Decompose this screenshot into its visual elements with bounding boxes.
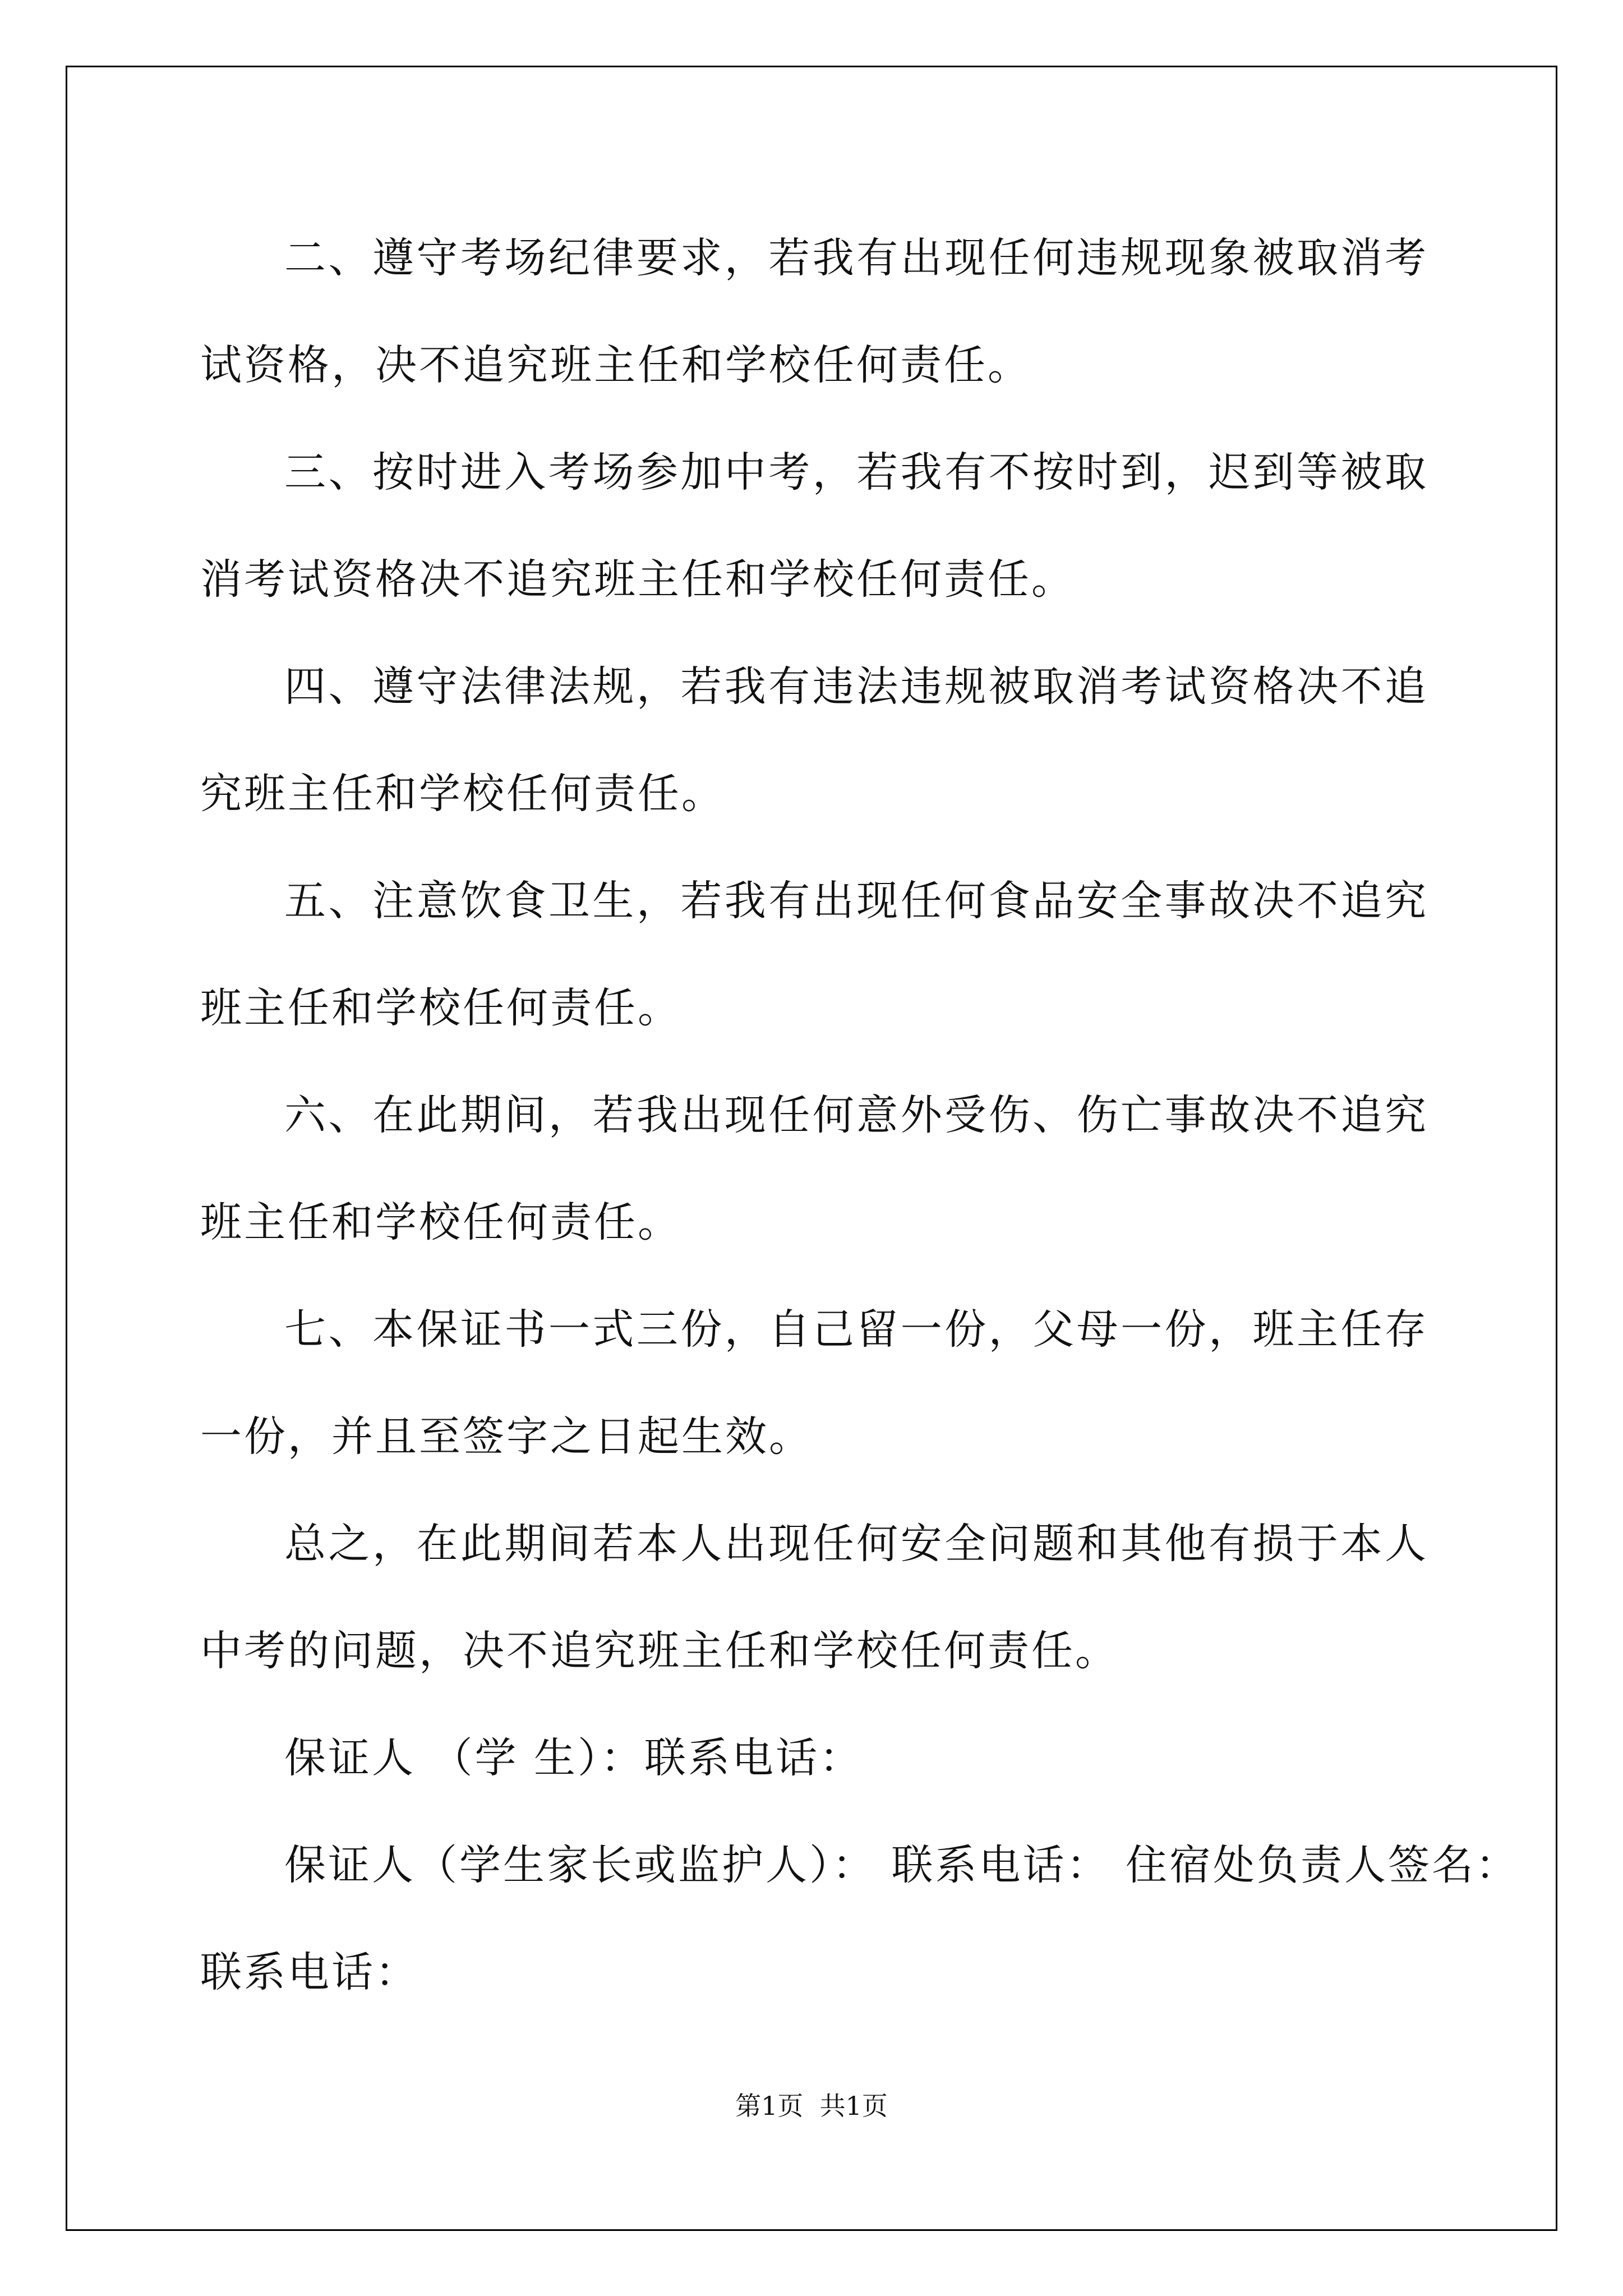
paragraph-summary: 总之，在此期间若本人出现任何安全问题和其他有损于本人中考的问题，决不追究班主任和学校任何责任。 <box>200 1520 1428 1675</box>
signature-parent-line: 保证人（学生家长或监护人）： 联系电话： 住宿处负责人签名： <box>284 1841 1520 1889</box>
signature-parent-block <box>200 1812 1520 2026</box>
paragraph-7: 七、本保证书一式三份，自己留一份，父母一份，班主任存一份，并且至签字之日起生效。 <box>200 1305 1428 1461</box>
paragraph-2: 二、遵守考场纪律要求，若我有出现任何违规现象被取消考试资格，决不追究班主任和学校任何责任。 <box>200 234 1428 389</box>
paragraph-6: 六、在此期间，若我出现任何意外受伤、伤亡事故决不追究班主任和学校任何责任。 <box>200 1091 1428 1246</box>
document-body <box>200 205 1520 2026</box>
paragraph-4: 四、遵守法律法规，若我有违法违规被取消考试资格决不追究班主任和学校任何责任。 <box>200 662 1428 818</box>
paragraph-3: 三、按时进入考场参加中考，若我有不按时到，迟到等被取消考试资格决不追究班主任和学校任何责任。 <box>200 448 1428 604</box>
paragraph-5: 五、注意饮食卫生，若我有出现任何食品安全事故决不追究班主任和学校任何责任。 <box>200 877 1428 1032</box>
signature-student: 保证人 （学 生）：联系电话： <box>284 1734 864 1782</box>
page-number: 第1页 共1页 <box>735 2091 888 2121</box>
signature-phone-line: 联系电话： <box>200 1948 419 1996</box>
